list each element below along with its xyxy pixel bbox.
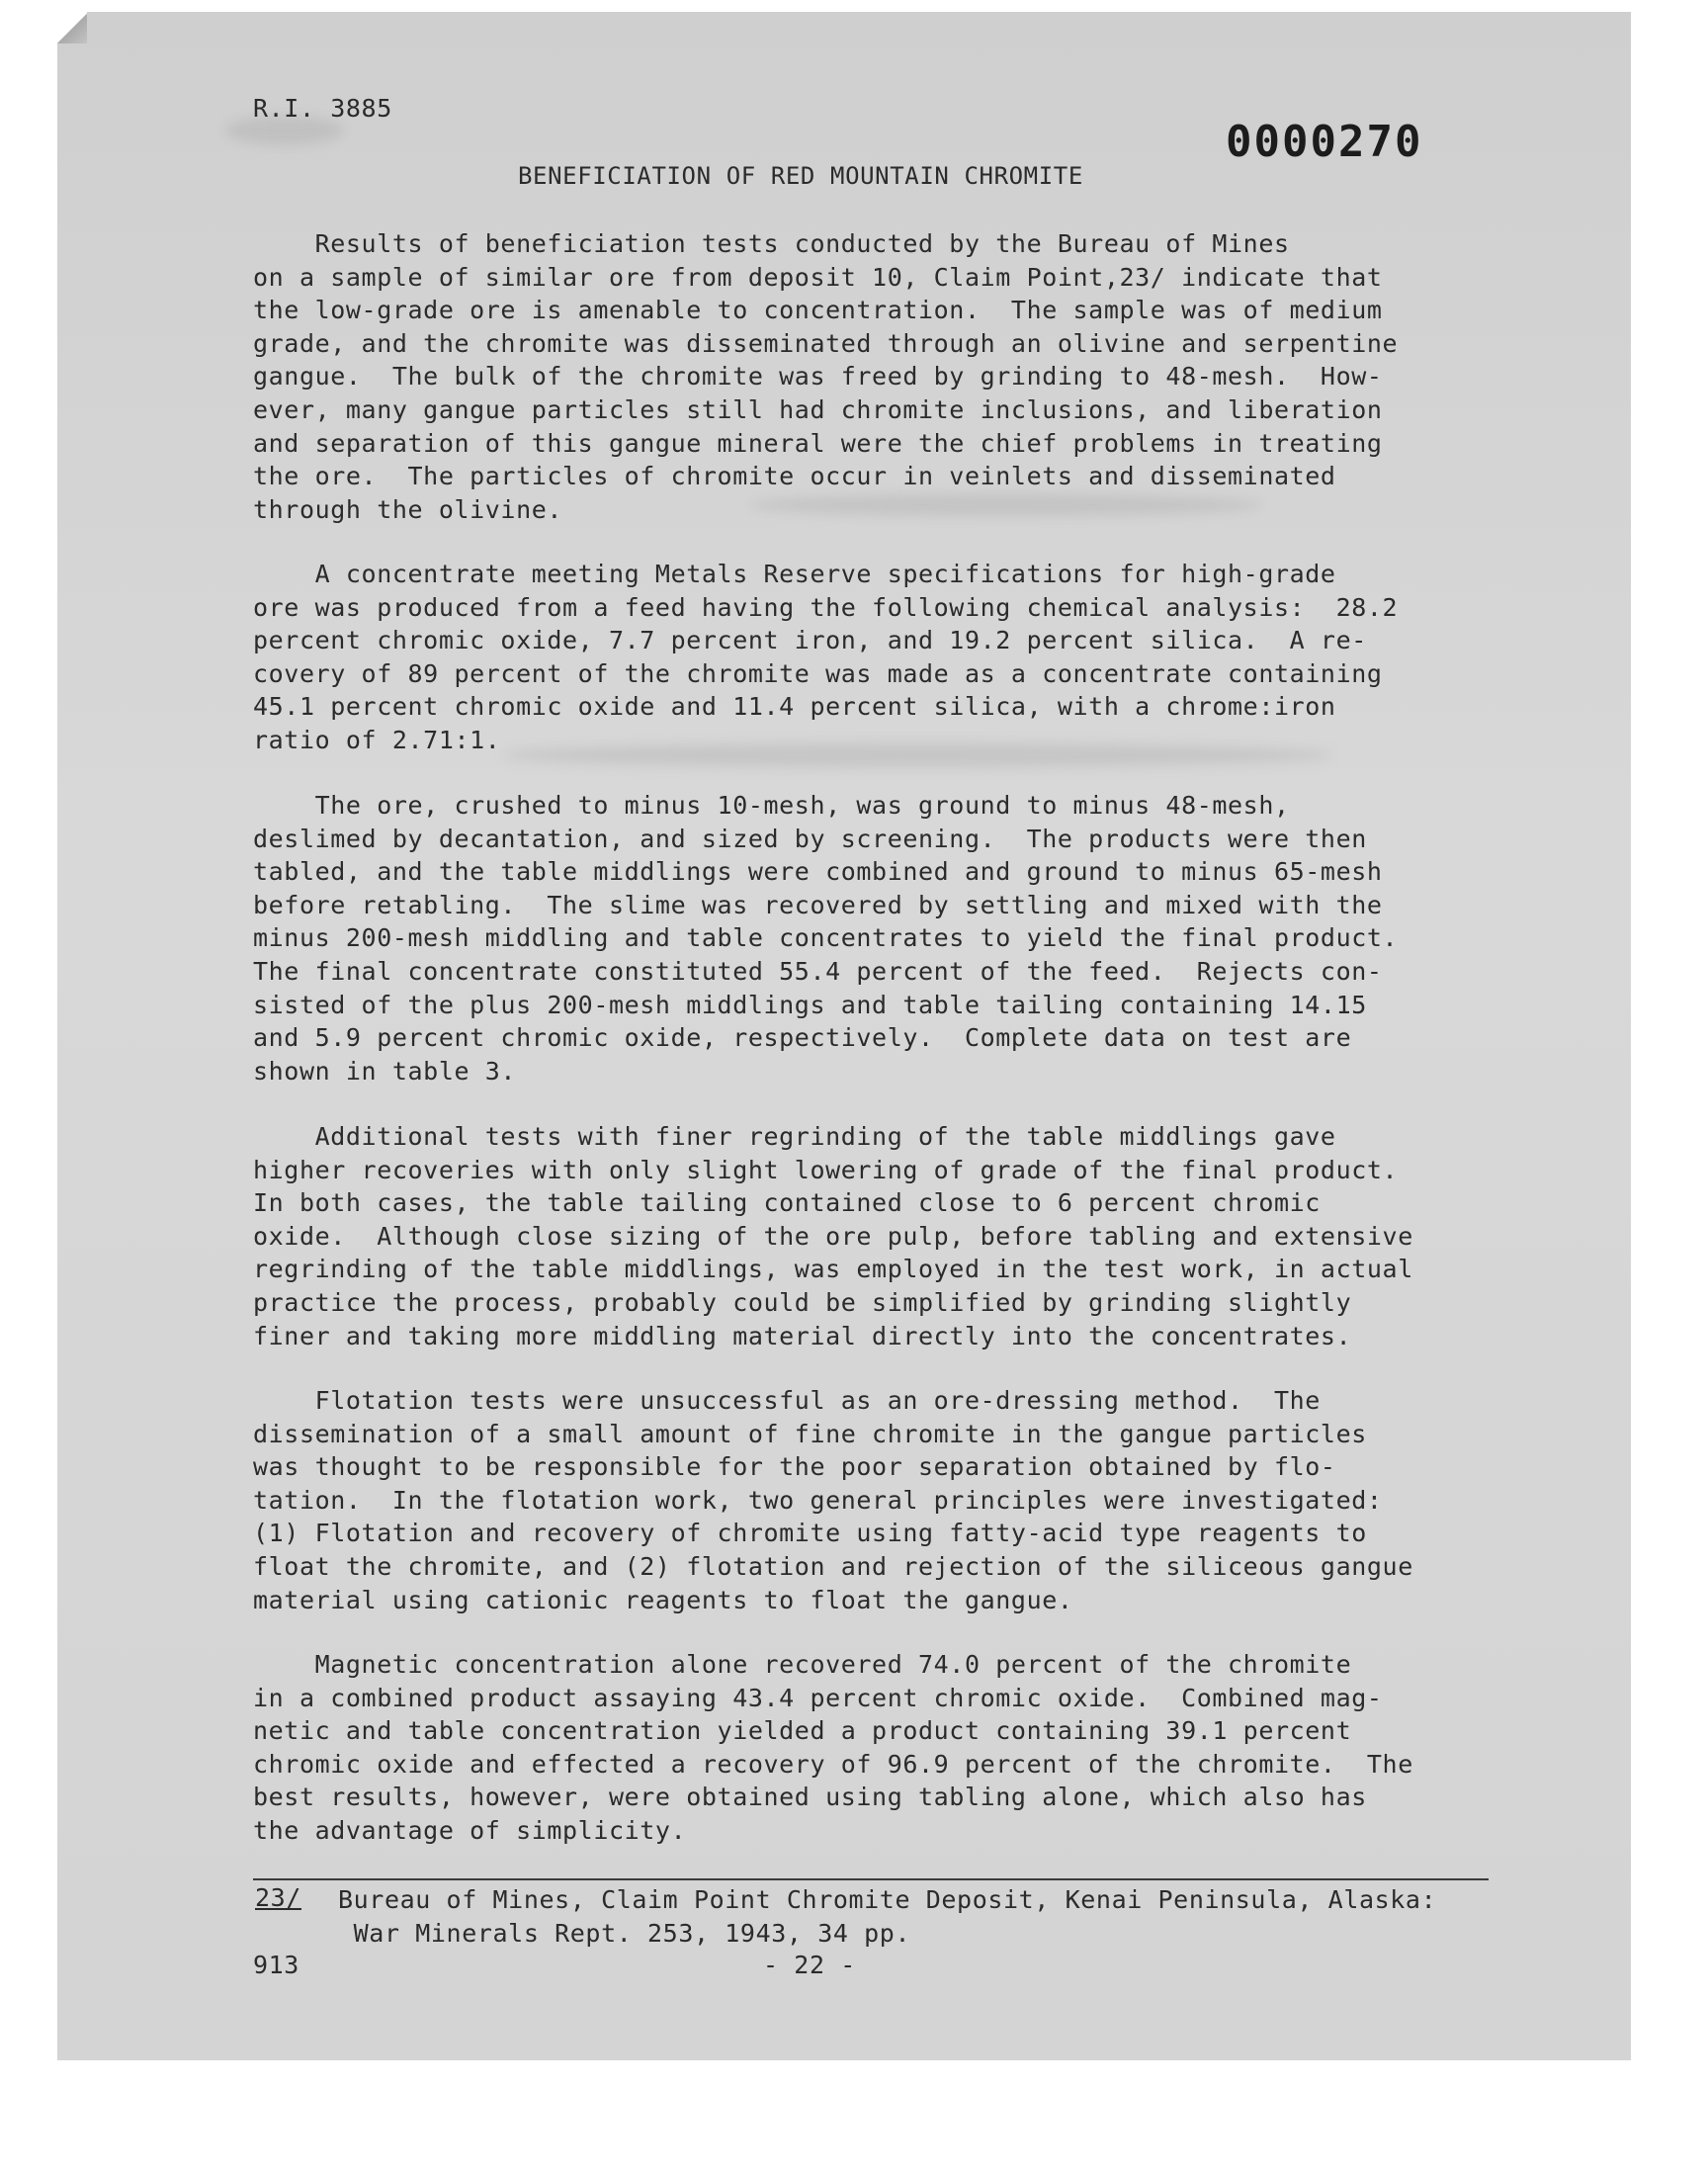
paragraph: Results of beneficiation tests conducted by the Bureau of Mines on a sample of similar ore from deposit 10, Claim Point,23/ indicate that the low-grade ore is amenable to concentration. The sample was of medium grade, and the chromite was disseminated through an olivine and serpentine gangue. The bulk of the chromite was freed by grinding to 48-mesh. How- ever, many gangue particles still had chromite inclusions, and liberation and separation of this gangue mineral were the chief problems in treating the ore. The particles of chromite occur in veinlets and disseminated through the olivine. xyxy=(253,229,1399,524)
paragraph: Flotation tests were unsuccessful as an ore-dressing method. The dissemination of a small amount of fine chromite in the gangue particles was thought to be responsible for the poor separation obtained by flo- tation. In the flotation work, two general principles were investigated: (1) Flotation and recovery of chromite using fatty-acid type reagents to float the chromite, and (2) flotation and rejection of the siliceous gangue material using cationic reagents to float the gangue. xyxy=(253,1386,1413,1614)
footnote-marker: 23/ xyxy=(255,1883,301,1912)
paragraph: Magnetic concentration alone recovered 74.0 percent of the chromite in a combined product assaying 43.4 percent chromic oxide. Combined mag- netic and table concentration yielded a product containing 39.1 percent chromic oxide and effected a recovery of 96.9 percent of the chromite. The best results, however, were obtained using tabling alone, which also has the advantage of simplicity. xyxy=(253,1650,1413,1845)
footnote-divider xyxy=(253,1878,1489,1880)
document-number: 913 xyxy=(253,1951,299,1979)
page-number: - 22 - xyxy=(763,1951,856,1979)
document-title: BENEFICIATION OF RED MOUNTAIN CHROMITE xyxy=(518,162,1083,190)
page-serial-number: 0000270 xyxy=(1226,117,1423,167)
paragraph: The ore, crushed to minus 10-mesh, was ground to minus 48-mesh, deslimed by decantation, and sized by screening. The products were then tabled, and the table middlings were combined and ground to minus 65-mesh before retabling. The slime was recovered by settling and mixed with the minus 200-mesh middling and table concentrates to yield the final product. The final concentrate constituted 55.4 percent of the feed. Rejects con- sisted of the plus 200-mesh middlings and table tailing containing 14.15 and 5.9 percent chromic oxide, respectively. Complete data on test are shown in table 3. xyxy=(253,791,1399,1086)
paragraph: A concentrate meeting Metals Reserve specifications for high-grade ore was produced from a feed having the following chemical analysis: 28.2 percent chromic oxide, 7.7 percent iron, and 19.2 percent silica. A re- covery of 89 percent of the chromite was made as a concentrate containing 45.1 percent chromic oxide and 11.4 percent silica, with a chrome:iron ratio of 2.71:1. xyxy=(253,560,1399,754)
folded-corner xyxy=(57,12,87,44)
paragraph: Additional tests with finer regrinding of the table middlings gave higher recoveries with only slight lowering of grade of the final product. In both cases, the table tailing contained close to 6 percent chromic oxide. Although close sizing of the ore pulp, before tabling and extensive regrinding of the table middlings, was employed in the test work, in actual practice the process, probably could be simplified by grinding slightly finer and taking more middling material directly into the concentrates. xyxy=(253,1122,1413,1350)
footnote-text: Bureau of Mines, Claim Point Chromite Deposit, Kenai Peninsula, Alaska: War Minerals Rept. 253, 1943, 34 pp. xyxy=(338,1885,1437,1948)
report-id: R.I. 3885 xyxy=(253,94,392,123)
